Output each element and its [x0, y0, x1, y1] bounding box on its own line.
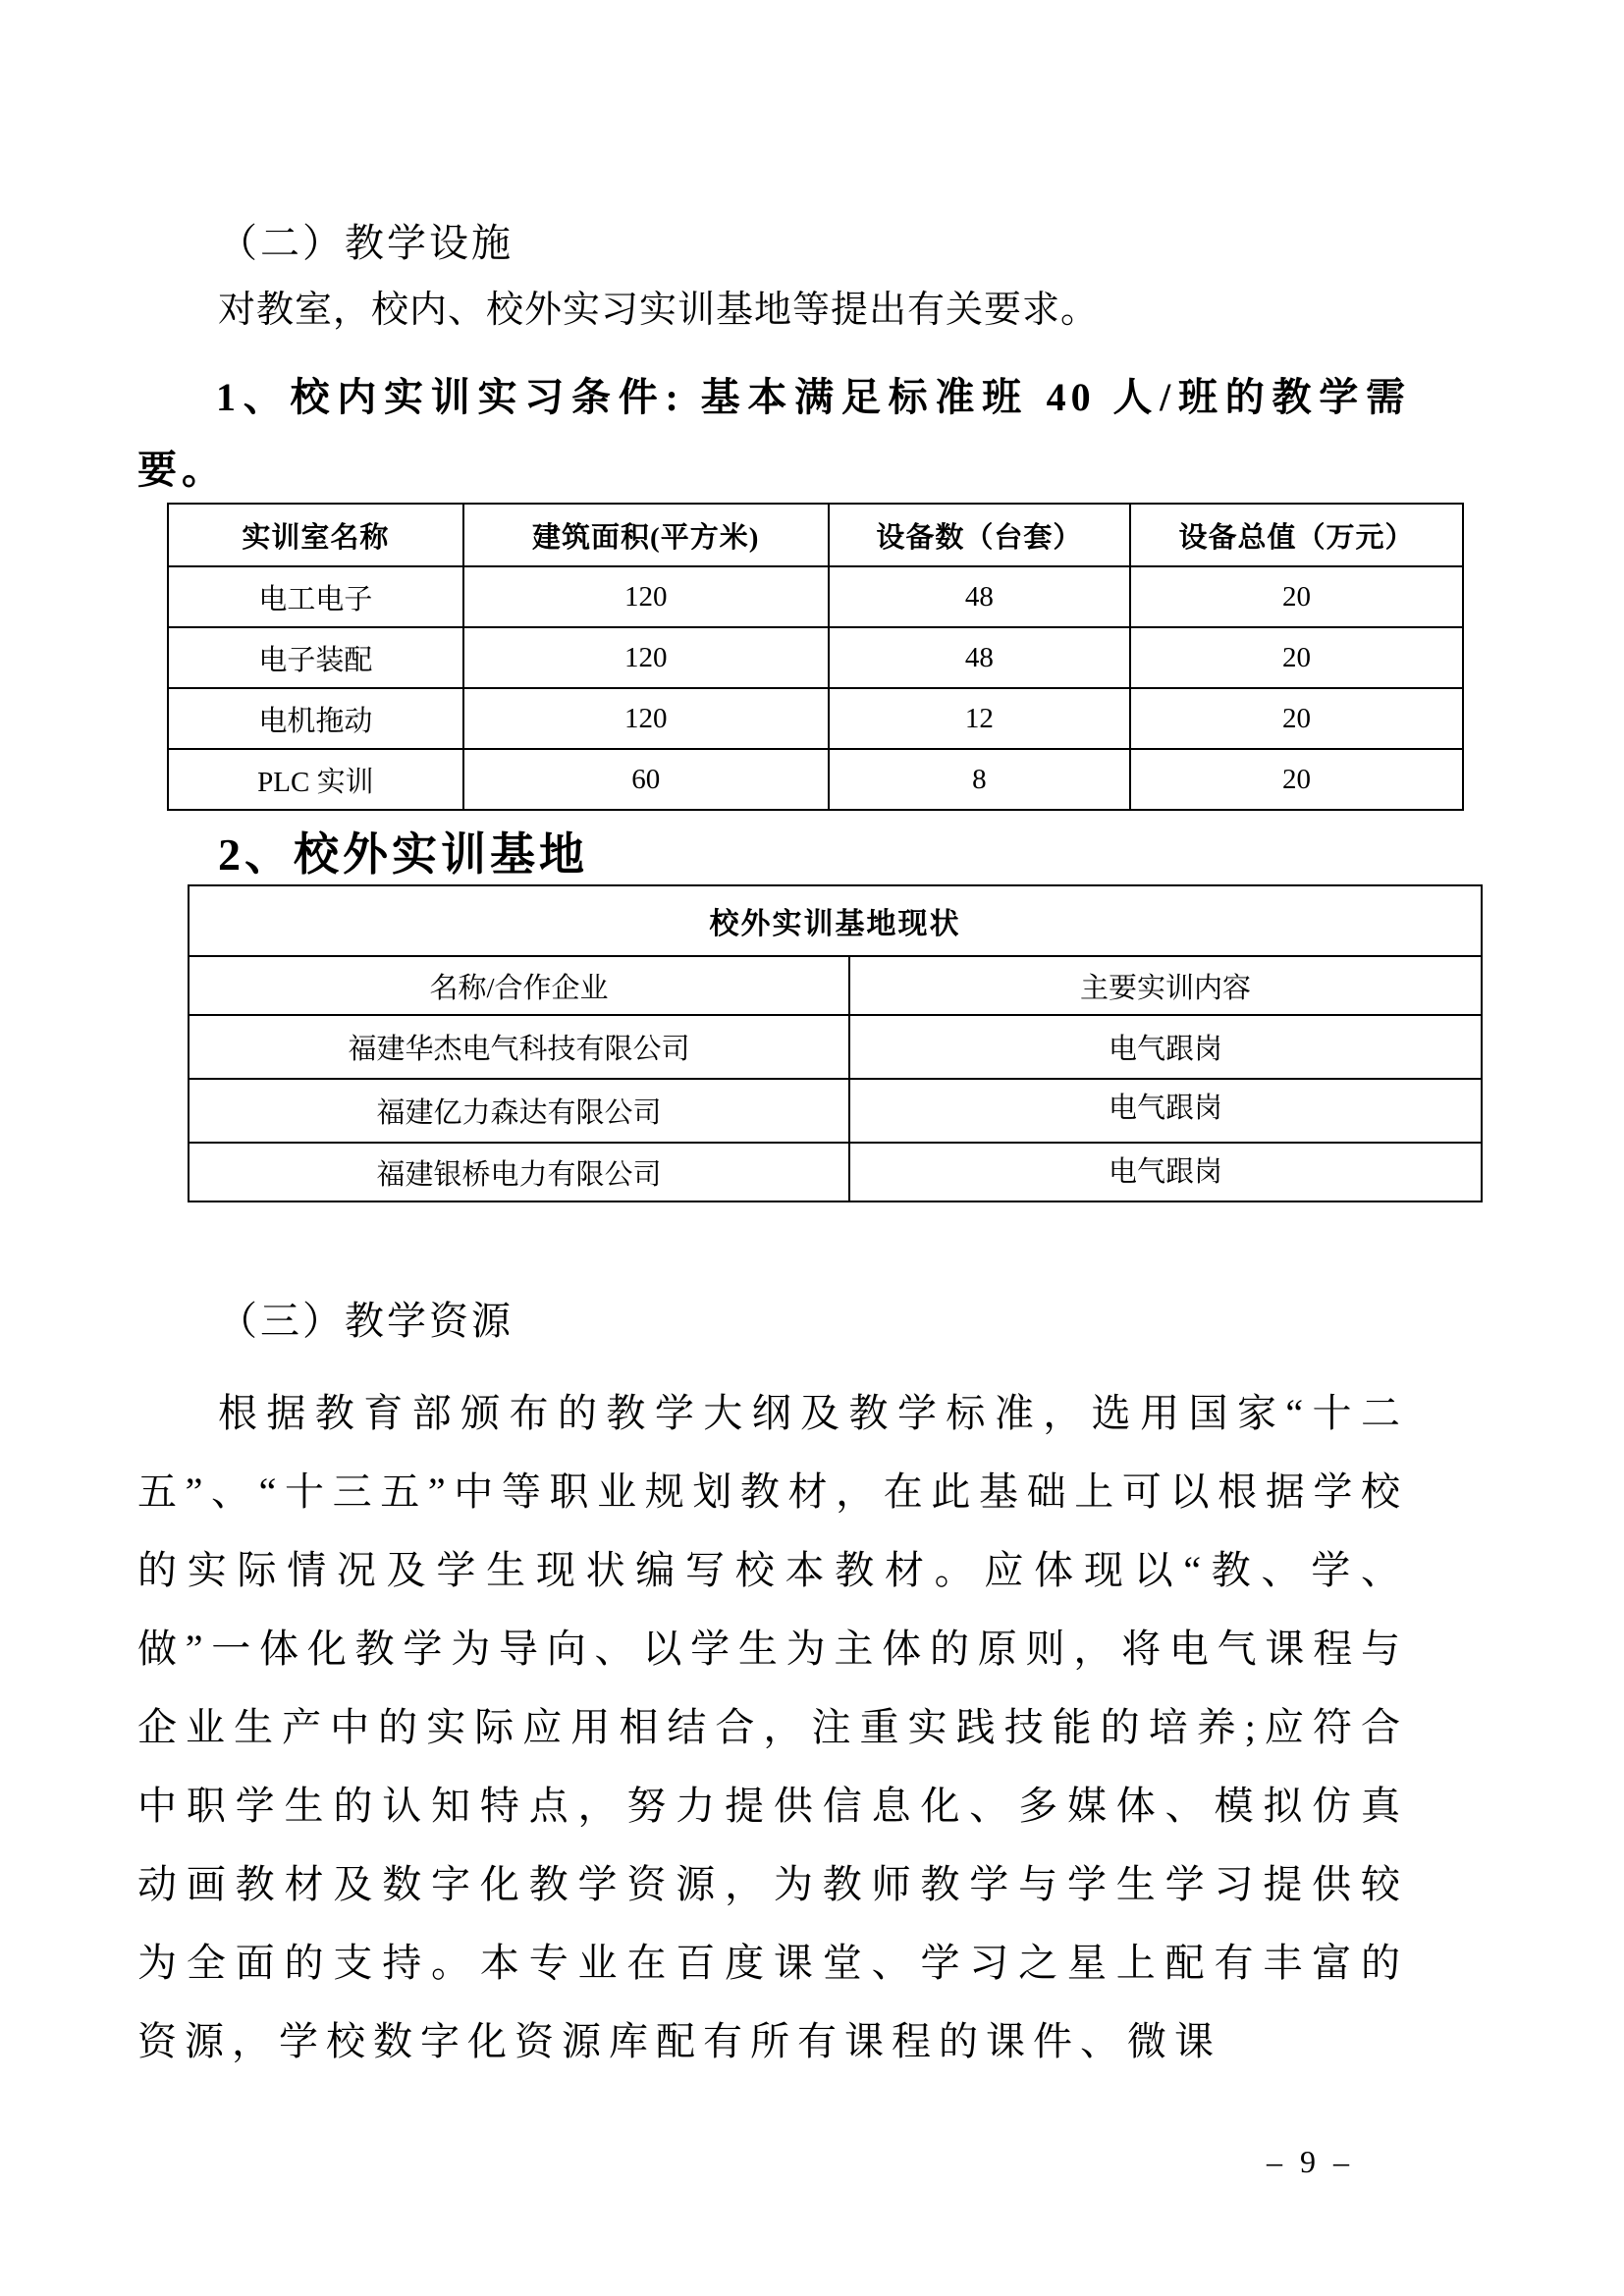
- table-cell: 20: [1130, 627, 1463, 688]
- page-number: – 9 –: [1267, 2144, 1354, 2179]
- table-row: [189, 1143, 1482, 1201]
- table-header-cell: 设备总值（万元）: [1130, 504, 1463, 566]
- table-header-cell: 建筑面积(平方米): [463, 504, 829, 566]
- table-cell: 120: [463, 566, 829, 627]
- indoor-training-rooms-table: [167, 503, 1464, 811]
- table-cell: 20: [1130, 566, 1463, 627]
- table-title-row: [189, 885, 1482, 956]
- section-3-heading: （三）教学资源: [218, 1299, 514, 1343]
- table-cell: 20: [1130, 749, 1463, 810]
- table-cell: 电机拖动: [168, 688, 463, 749]
- table-row: [189, 1015, 1482, 1079]
- table-cell: 48: [829, 627, 1130, 688]
- external-training-bases-table: [188, 884, 1483, 1202]
- table-row: [168, 566, 1463, 627]
- table-title-cell: 校外实训基地现状: [189, 885, 1482, 956]
- table-cell: PLC 实训: [168, 749, 463, 810]
- table-cell: 8: [829, 749, 1130, 810]
- table-cell: 电气跟岗: [849, 1143, 1482, 1201]
- table-row: [168, 688, 1463, 749]
- table-header-row: [189, 956, 1482, 1015]
- table-cell: 120: [463, 627, 829, 688]
- table-cell: 12: [829, 688, 1130, 749]
- table-cell: 福建华杰电气科技有限公司: [189, 1015, 849, 1079]
- section-3-paragraph: 根据教育部颁布的教学大纲及教学标准，选用国家“十二五”、“十三五”中等职业规划教材，在此基础上可以根据学校的实际情况及学生现状编写校本教材。应体现以“教、学、做”一体化教学为导向、以学生为主体的原则，将电气课程与企业生产中的实际应用相结合，注重实践技能的培养;应符合中职学生的认知特点，努力提供信息化、多媒体、模拟仿真动画教材及数字化教学资源，为教师教学与学生学习提供较为全面的支持。本专业在百度课堂、学习之星上配有丰富的资源，学校数字化资源库配有所有课程的课件、微课: [137, 1391, 1408, 2063]
- item-1-training-condition-text: 1、校内实训实习条件: 基本满足标准班 40 人/班的教学需要。: [137, 375, 1410, 492]
- section-2-intro-text: 对教室，校内、校外实习实训基地等提出有关要求。: [218, 290, 1100, 331]
- table-header-row: [168, 504, 1463, 566]
- table-cell: 20: [1130, 688, 1463, 749]
- table-row: [168, 627, 1463, 688]
- table-header-cell: 实训室名称: [168, 504, 463, 566]
- table-row: [168, 749, 1463, 810]
- section-2-heading: （二）教学设施: [218, 221, 514, 265]
- table-header-cell: 设备数（台套）: [829, 504, 1130, 566]
- table-cell: 福建亿力森达有限公司: [189, 1079, 849, 1143]
- table-row: [189, 1079, 1482, 1143]
- table-cell: 电气跟岗: [849, 1079, 1482, 1143]
- table-cell: 电气跟岗: [849, 1015, 1482, 1079]
- table-cell: 电子装配: [168, 627, 463, 688]
- table-cell: 福建银桥电力有限公司: [189, 1143, 849, 1201]
- table-header-cell: 主要实训内容: [849, 956, 1482, 1015]
- table-cell: 120: [463, 688, 829, 749]
- item-2-heading: 2、校外实训基地: [218, 829, 588, 880]
- table-cell: 60: [463, 749, 829, 810]
- table-header-cell: 名称/合作企业: [189, 956, 849, 1015]
- table-cell: 48: [829, 566, 1130, 627]
- table-cell: 电工电子: [168, 566, 463, 627]
